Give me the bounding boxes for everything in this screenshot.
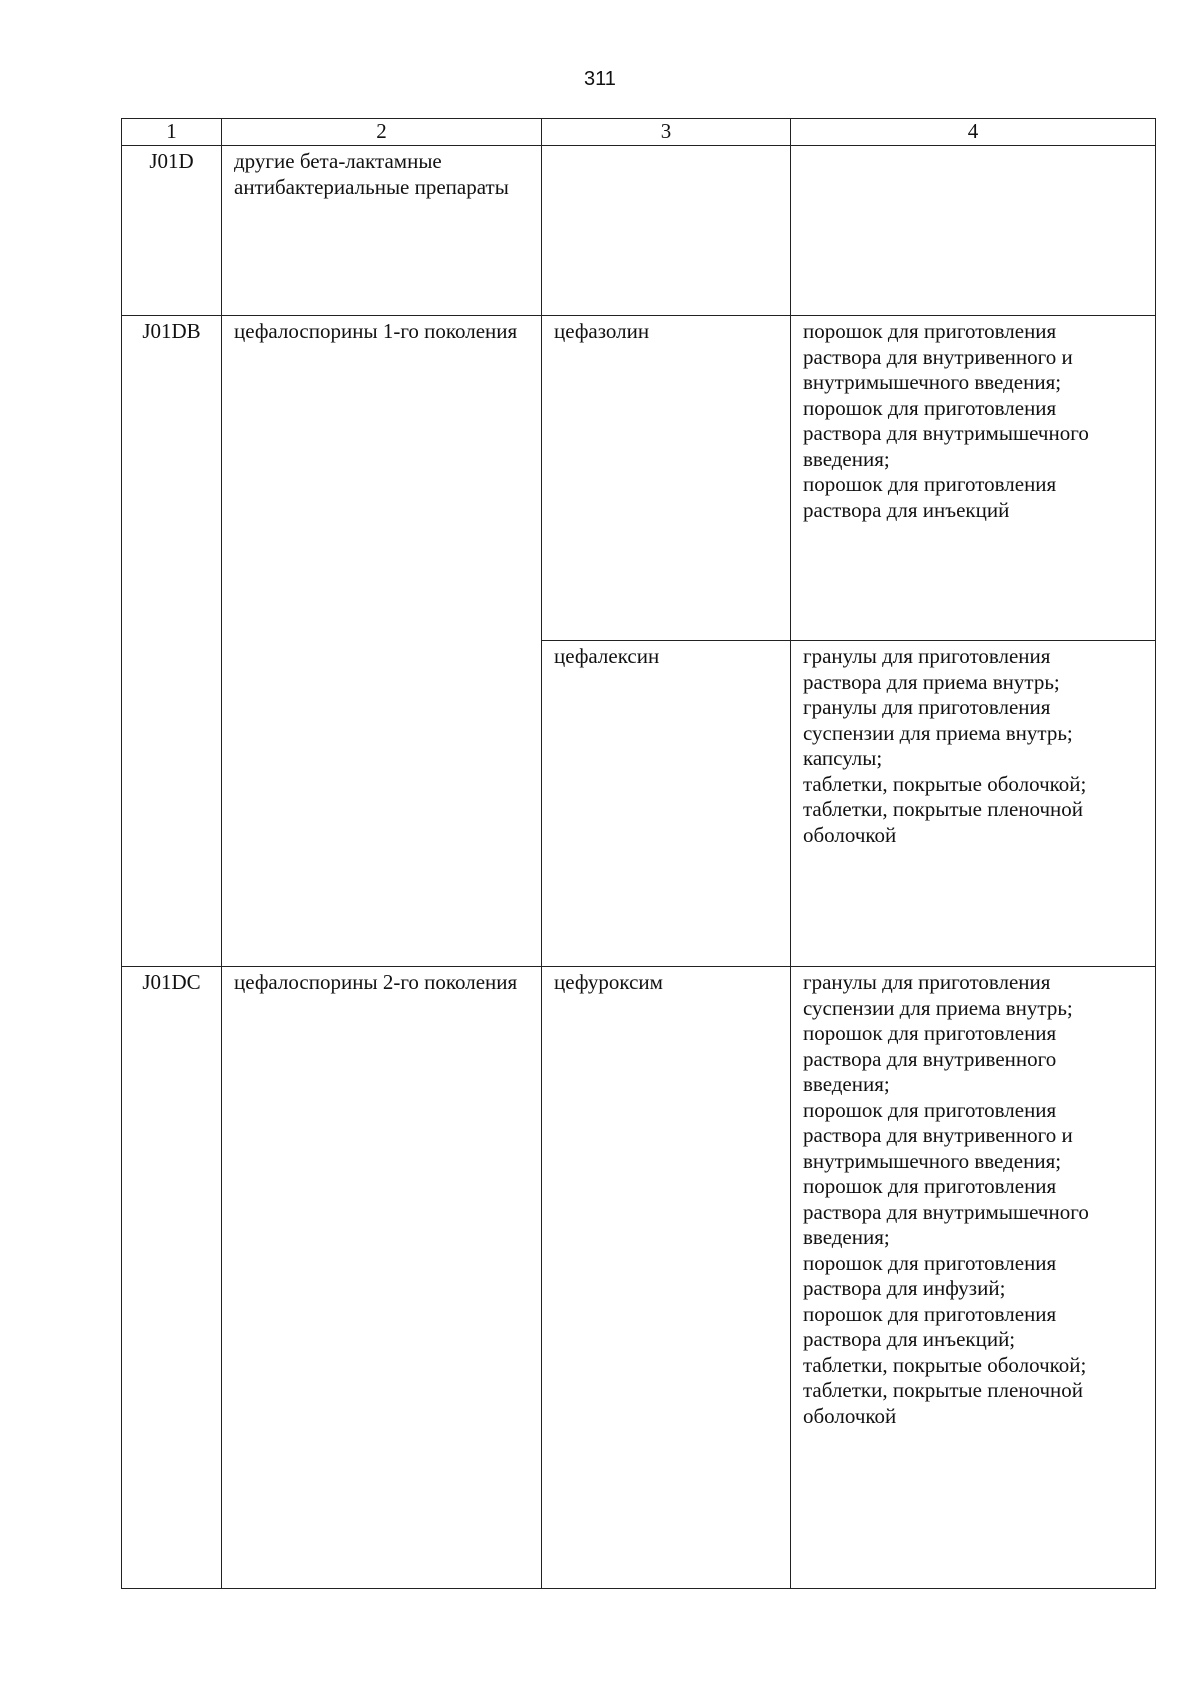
dosage-form-line: порошок для приготовления xyxy=(803,1301,1057,1326)
dosage-form-line: капсулы; xyxy=(803,746,883,770)
dosage-form-line: суспензии для приема внутрь; xyxy=(803,995,1073,1020)
dosage-form-line: гранулы для приготовления xyxy=(803,695,1051,719)
column-header: 3 xyxy=(542,119,791,146)
dosage-form-line: порошок для приготовления xyxy=(803,395,1057,420)
atc-code-cell: J01DB xyxy=(122,316,222,967)
dosage-form-line: раствора для внутримышечного xyxy=(803,1199,1089,1224)
dosage-form-line: таблетки, покрытые пленочной xyxy=(803,1378,1084,1402)
dosage-form-line: внутримышечного введения; xyxy=(803,1148,1062,1173)
dosage-form-line: раствора для инъекций xyxy=(803,497,1010,522)
dosage-form-line: раствора для инъекций; xyxy=(803,1327,1016,1351)
dosage-form-line: гранулы для приготовления xyxy=(803,970,1051,994)
dosage-form-line: раствора для инфузий; xyxy=(803,1276,1006,1300)
dosage-form-line: порошок для приготовления xyxy=(803,1250,1057,1275)
dosage-form-line: оболочкой xyxy=(803,822,897,847)
dosage-form-line: оболочкой xyxy=(803,1403,897,1428)
dosage-form-line: введения; xyxy=(803,1072,890,1096)
dosage-form-line: таблетки, покрытые пленочной xyxy=(803,797,1084,821)
column-header: 2 xyxy=(222,119,542,146)
dosage-form-line: раствора для внутривенного и xyxy=(803,1123,1073,1147)
dosage-form-line: раствора для внутримышечного xyxy=(803,421,1089,445)
dosage-forms-cell xyxy=(791,146,1156,316)
page-number: 311 xyxy=(584,68,616,90)
drug-name-cell: цефазолин xyxy=(542,316,791,641)
atc-group-name-cell: цефалоспорины 1-го поколения xyxy=(222,316,542,967)
column-header: 4 xyxy=(791,119,1156,146)
dosage-form-line: порошок для приготовления xyxy=(803,472,1057,496)
dosage-form-line: раствора для внутривенного и xyxy=(803,344,1073,369)
atc-code-cell: J01DC xyxy=(122,967,222,1589)
dosage-form-line: раствора для приема внутрь; xyxy=(803,669,1060,694)
drug-name-cell xyxy=(542,146,791,316)
dosage-form-line: введения; xyxy=(803,1225,890,1249)
dosage-form-line: порошок для приготовления xyxy=(803,1174,1057,1198)
atc-group-name-cell: другие бета-лактамные антибактериальные препараты xyxy=(222,146,542,316)
dosage-forms-cell xyxy=(791,316,1156,641)
drug-name-cell: цефуроксим xyxy=(542,967,791,1589)
dosage-form-line: таблетки, покрытые оболочкой; xyxy=(803,1352,1087,1377)
dosage-form-line: гранулы для приготовления xyxy=(803,644,1051,668)
table-row xyxy=(122,316,1156,641)
dosage-form-line: внутримышечного введения; xyxy=(803,370,1062,394)
dosage-form-line: порошок для приготовления xyxy=(803,1097,1057,1122)
dosage-forms-cell xyxy=(791,967,1156,1589)
dosage-form-line: суспензии для приема внутрь; xyxy=(803,720,1073,745)
dosage-form-line: введения; xyxy=(803,446,890,471)
dosage-form-line: таблетки, покрытые оболочкой; xyxy=(803,771,1087,796)
table-header-row xyxy=(122,119,1156,146)
dosage-form-line: порошок для приготовления xyxy=(803,319,1057,343)
drug-name-cell: цефалексин xyxy=(542,641,791,967)
table-row xyxy=(122,967,1156,1589)
dosage-form-line: раствора для внутривенного xyxy=(803,1046,1057,1071)
atc-code-cell: J01D xyxy=(122,146,222,316)
column-header: 1 xyxy=(122,119,222,146)
table-row xyxy=(122,146,1156,316)
atc-group-name-cell: цефалоспорины 2-го поколения xyxy=(222,967,542,1589)
dosage-form-line: порошок для приготовления xyxy=(803,1021,1057,1045)
drug-table xyxy=(121,118,1156,1589)
dosage-forms-cell xyxy=(791,641,1156,967)
